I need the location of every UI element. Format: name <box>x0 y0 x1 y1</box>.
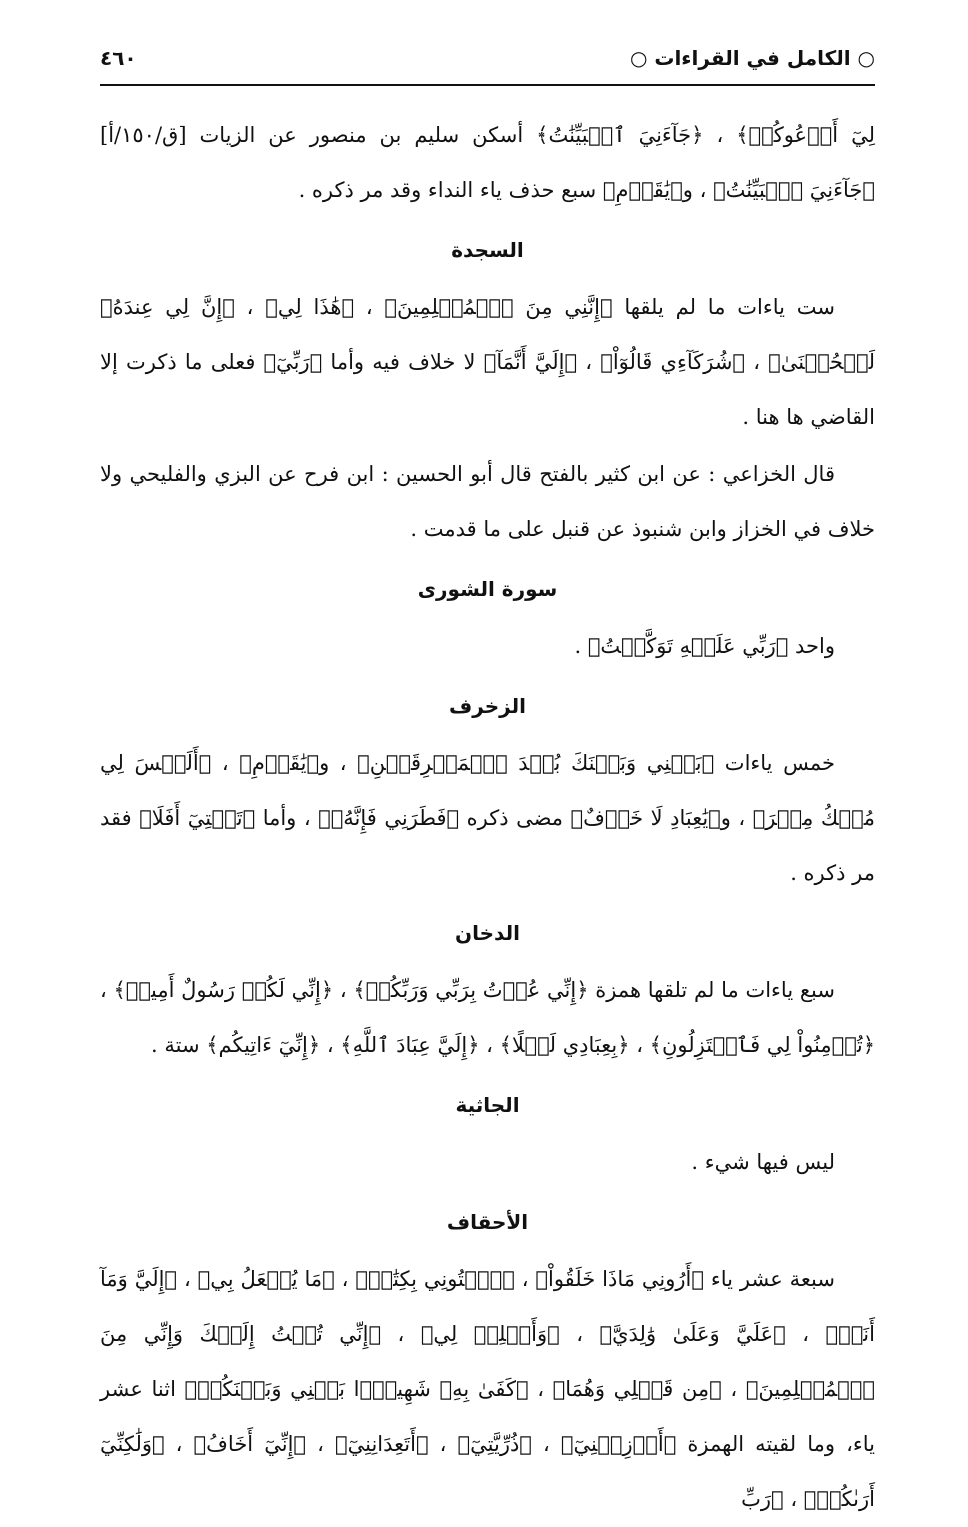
paragraph-dukhan: سبع ياءات ما لم تلقها همزة ﴿إِنِّي عُذۡتُ بِرَبِّي وَرَبِّكُمۡ﴾ ، ﴿إِنِّي لَكُمۡ رَسُولٌ أَمِينٞ﴾ ، ﴿تُؤۡمِنُواْ لِي فَٱعۡتَزِلُونِ﴾ ، ﴿بِعِبَادِي لَيۡلًا﴾ ، ﴿إِلَيَّ عِبَادَ ٱللَّهِ﴾ ، ﴿إِنِّيٓ ءَاتِيكُم﴾ ستة . <box>100 978 875 1057</box>
page-number: ٤٦٠ <box>100 46 137 70</box>
paragraph-continuation: لِيٓ أَدۡعُوكُمۡ﴾ ، ﴿جَآءَنِيَ ٱلۡبَيِّنَٰتُ﴾ أسكن سليم بن منصور عن الزيات [ق/١٥٠/أ] ﴿جَآءَنِيَ ٱلۡبَيِّنَٰتُ﴾ ، و﴿يَٰقَوۡمِ﴾ سبع حذف ياء النداء وقد مر ذكره . <box>100 123 875 202</box>
page-body <box>100 108 875 1527</box>
section-heading-sajda: السجدة <box>451 238 524 262</box>
section-heading-zukhruf: الزخرف <box>449 694 526 718</box>
section-heading-jathiya: الجاثية <box>455 1093 520 1117</box>
paragraph-khuzai: قال الخزاعي : عن ابن كثير بالفتح قال أبو الحسين : ابن فرح عن البزي والفليحي ولا خلاف في الخزاز وابن شنبوذ عن قنبل على ما قدمت . <box>100 462 875 541</box>
section-heading-dukhan: الدخان <box>455 921 520 945</box>
book-title: ○ الكامل في القراءات ○ <box>629 46 875 70</box>
paragraph-jathiya: ليس فيها شيء . <box>691 1150 835 1174</box>
paragraph-ahqaf: سبعة عشر ياء ﴿أَرُونِي مَاذَا خَلَقُواْ﴾ ، ﴿ٱئۡتُونِي بِكِتَٰبٖ﴾ ، ﴿مَا يُفۡعَلُ بِي﴾ ، ﴿إِلَيَّ وَمَآ أَنَا۠﴾ ، ﴿عَلَيَّ وَعَلَىٰ وَٰلِدَيَّ﴾ ، ﴿وَأَصۡلِحۡ لِي﴾ ، ﴿إِنِّي تُبۡتُ إِلَيۡكَ وَإِنِّي مِنَ ٱلۡمُسۡلِمِينَ﴾ ، ﴿مِن قَبۡلِي وَهُمَا﴾ ، ﴿كَفَىٰ بِهِۦ شَهِيدَۢا بَيۡنِي وَبَيۡنَكُمۡ﴾ اثنا عشر ياء، وما لقيته الهمزة ﴿أَوۡزِعۡنِيٓ﴾ ، ﴿ذُرِّيَّتِيٓ﴾ ، ﴿أَتَعِدَانِنِيٓ﴾ ، ﴿إِنِّيٓ أَخَافُ﴾ ، ﴿وَلَٰكِنِّيٓ أَرَىٰكُمۡ﴾ ، ﴿رَبِّ <box>100 1267 875 1511</box>
section-heading-ahqaf: الأحقاف <box>446 1210 529 1234</box>
paragraph-sajda: ست ياءات ما لم يلقها ﴿إِنَّنِي مِنَ ٱلۡمُسۡلِمِينَ﴾ ، ﴿هَٰذَا لِي﴾ ، ﴿إِنَّ لِي عِندَهُۥ لَلۡحُسۡنَىٰ﴾ ، ﴿شُرَكَآءِي قَالُوٓاْ﴾ ، ﴿إِلَيَّ أَنَّمَآ﴾ لا خلاف فيه وأما ﴿رَبِّيٓ﴾ فعلى ما ذكرت إلا القاضي ها هنا . <box>100 295 875 429</box>
paragraph-shura: واحد ﴿رَبِّي عَلَيۡهِ تَوَكَّلۡتُ﴾ . <box>574 634 835 658</box>
paragraph-zukhruf: خمس ياءات ﴿بَيۡنِي وَبَيۡنَكَ بُعۡدَ ٱلۡمَشۡرِقَيۡنِ﴾ ، و﴿يَٰقَوۡمِ﴾ ، ﴿أَلَيۡسَ لِي مُلۡكُ مِصۡرَ﴾ ، و﴿يَٰعِبَادِ لَا خَوۡفٌ﴾ مضى ذكره ﴿فَطَرَنِي فَإِنَّهُۥ﴾ ، وأما ﴿تَحۡتِيٓ أَفَلَا﴾ فقد مر ذكره . <box>100 751 875 885</box>
section-heading-shura: سورة الشورى <box>417 577 558 601</box>
running-header <box>100 40 875 86</box>
